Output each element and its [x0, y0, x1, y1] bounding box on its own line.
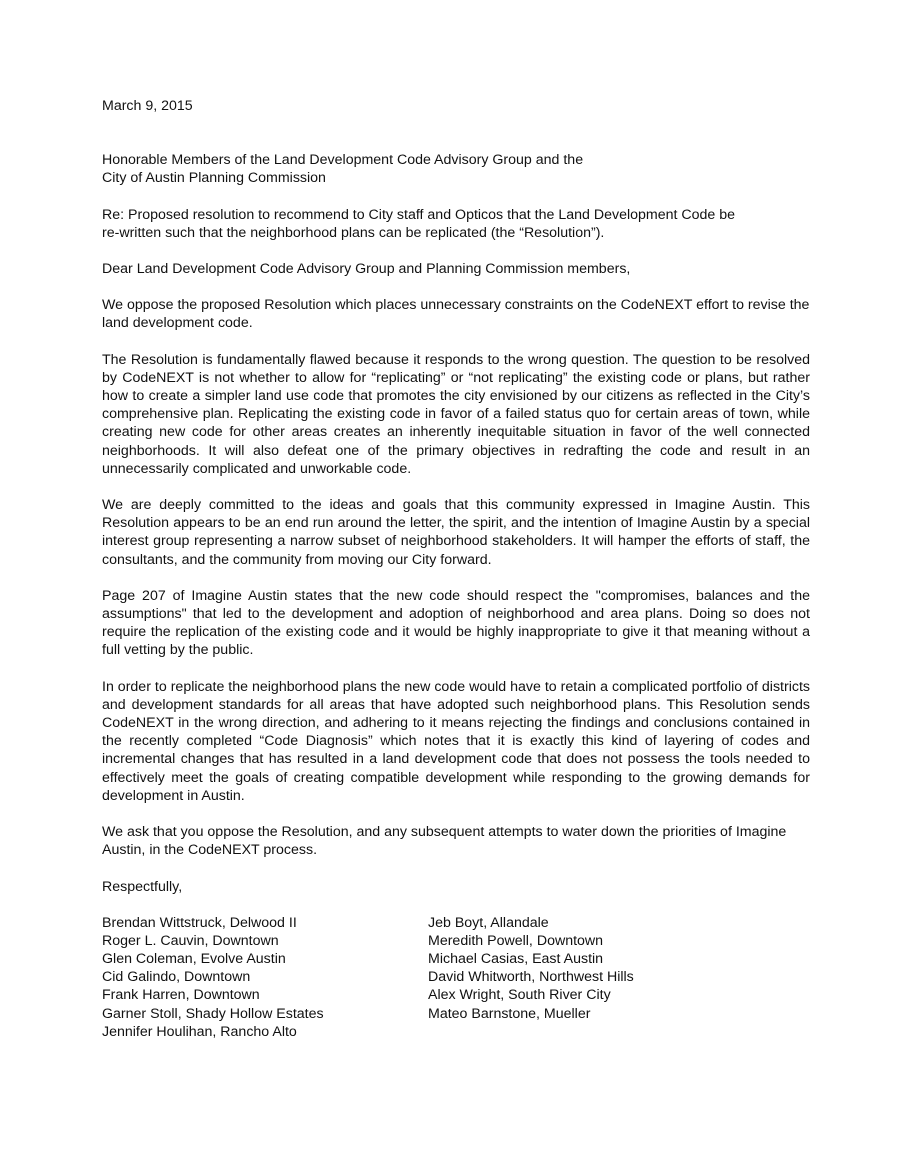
- subject-line-text: re-written such that the neighborhood plans can be replicated (the “Resolution”).: [102, 224, 605, 241]
- signatory: Garner Stoll, Shady Hollow Estates: [102, 1005, 324, 1022]
- signatory: Jeb Boyt, Allandale: [428, 914, 549, 931]
- body-paragraph: We oppose the proposed Resolution which places unnecessary constraints on the CodeNEXT effort to revise the land development code.: [102, 297, 810, 332]
- signatory: Brendan Wittstruck, Delwood II: [102, 914, 297, 931]
- body-paragraph: The Resolution is fundamentally flawed because it responds to the wrong question. The question to be resolved by CodeNEXT is not whether to allow for “replicating” or “not replicating” the existing code or plans, but rather how to create a simpler land use code that promotes the city envisioned by our citizens as reflected in the City’s comprehensive plan. Replicating the existing code in favor of a failed status quo for certain areas of town, while creating new code for other areas creates an inherently inequitable situation in favor of the well connected neighborhoods. It will also defeat one of the primary objectives in redrafting the code and result in an unnecessarily complicated and unworkable code.: [102, 351, 810, 477]
- body-paragraph: In order to replicate the neighborhood plans the new code would have to retain a complicated portfolio of districts and development standards for all areas that have adopted such neighborhood plans. This Resolution sends CodeNEXT in the wrong direction, and adhering to it means rejecting the findings and conclusions contained in the recently completed “Code Diagnosis” which notes that it is exactly this kind of layering of codes and incremental changes that has resulted in a land development code that does not possess the tools needed to effectively meet the goals of creating compatible development while responding to the growing demands for development in Austin.: [102, 678, 810, 804]
- closing: Respectfully,: [102, 878, 183, 895]
- signatory: Jennifer Houlihan, Rancho Alto: [102, 1023, 297, 1040]
- body-paragraph: Page 207 of Imagine Austin states that the new code should respect the "compromises, balances and the assumptions" that led to the development and adoption of neighborhood and area plans. Doing so does not require the replication of the existing code and it would be highly inappropriate to give it that meaning without a full vetting by the public.: [102, 587, 810, 659]
- signatory: Glen Coleman, Evolve Austin: [102, 951, 286, 968]
- subject-line: [102, 206, 810, 242]
- addressee-line: City of Austin Planning Commission: [102, 170, 326, 187]
- signatory: Mateo Barnstone, Mueller: [428, 1005, 591, 1022]
- signatory-list: [102, 914, 810, 1042]
- signatory: Meredith Powell, Downtown: [428, 932, 604, 949]
- signatory: Alex Wright, South River City: [428, 987, 611, 1004]
- letter-page: [102, 97, 810, 1042]
- signatory: Frank Harren, Downtown: [102, 987, 260, 1004]
- addressee-line: Honorable Members of the Land Development Code Advisory Group and the: [102, 152, 584, 169]
- addressee-block: [102, 151, 810, 187]
- signatory: David Whitworth, Northwest Hills: [428, 969, 634, 986]
- body-paragraph: We ask that you oppose the Resolution, and any subsequent attempts to water down the priorities of Imagine Austin, in the CodeNEXT process.: [102, 824, 787, 859]
- signatory: Cid Galindo, Downtown: [102, 969, 251, 986]
- signatory: Roger L. Cauvin, Downtown: [102, 932, 279, 949]
- salutation: Dear Land Development Code Advisory Group and Planning Commission members,: [102, 261, 631, 278]
- subject-line-text: Re: Proposed resolution to recommend to City staff and Opticos that the Land Development Code be: [102, 206, 736, 223]
- body-paragraph: We are deeply committed to the ideas and goals that this community expressed in Imagine Austin. This Resolution appears to be an end run around the letter, the spirit, and the intention of Imagine Austin by a special interest group representing a narrow subset of neighborhood stakeholders. It will hamper the efforts of staff, the consultants, and the community from moving our City forward.: [102, 497, 810, 568]
- signatory-column-left: [102, 914, 324, 1041]
- signatory: Michael Casias, East Austin: [428, 951, 604, 968]
- signatory-column-right: [428, 914, 634, 1023]
- letter-date: March 9, 2015: [102, 98, 193, 114]
